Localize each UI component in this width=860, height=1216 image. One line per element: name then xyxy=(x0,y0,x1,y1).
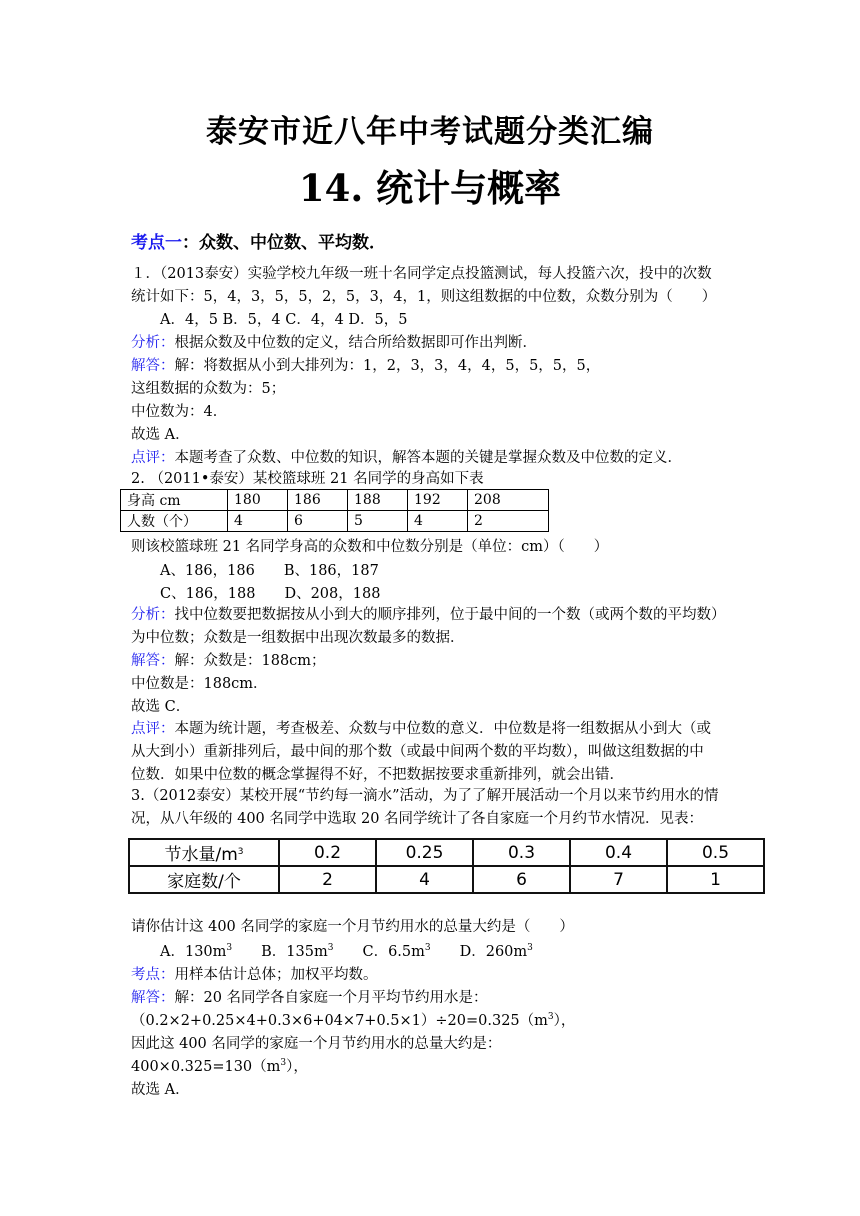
answer-text: 解：众数是：188cm； xyxy=(174,653,326,669)
table-cell: 家庭数/个 xyxy=(129,866,279,893)
kaodian-text: 用样本估计总体；加权平均数。 xyxy=(174,967,378,983)
table-cell: 2 xyxy=(468,511,549,532)
kaodian-label: 考点： xyxy=(131,967,175,983)
q1-median: 中位数为：4． xyxy=(131,404,228,420)
q3-options: A．$130m^3$ B．$135m^3$ C．$6.5m^3$ D．$260m^3$ xyxy=(160,943,533,960)
table-cell: 4 xyxy=(376,866,473,893)
q1-line2: 统计如下：5，4，3，5，5，2，5，3，4，1，则这组数据的中位数，众数分别为（ ） xyxy=(131,289,717,305)
table-cell: 0.4 xyxy=(570,839,667,866)
q2-analysis xyxy=(131,605,726,625)
q1-answer xyxy=(131,356,600,376)
table-cell: 1 xyxy=(667,866,764,893)
section-text: ：众数、中位数、平均数． xyxy=(182,233,386,253)
q2-options-2: C、186，188 D、208，188 xyxy=(160,586,381,602)
q3-calc2: $400\times 0.325=130(m^3)$， xyxy=(131,1058,308,1075)
table-row xyxy=(129,839,764,866)
analysis-label: 分析： xyxy=(131,335,175,351)
table-cell: 节水量$/m^3$ xyxy=(129,839,279,866)
q2-median: 中位数是：188cm． xyxy=(131,676,268,692)
q1-mode: 这组数据的众数为：5； xyxy=(131,381,286,397)
q2-answer xyxy=(131,651,326,671)
table-cell: 0.2 xyxy=(279,839,376,866)
table-cell: 0.3 xyxy=(473,839,570,866)
q2-comment xyxy=(131,719,711,739)
q1-options: A．4，5 B．5，4 C．4，4 D．5，5 xyxy=(160,312,408,328)
option-a: A．130m xyxy=(160,944,227,960)
section-label: 考点一 xyxy=(131,233,182,253)
table-cell: 人数（个） xyxy=(121,511,228,532)
analysis-text: 找中位数要把数据按从小到大的顺序排列，位于最中间的一个数（或两个数的平均数） xyxy=(174,607,726,623)
q2-line1: 2. （2011•泰安）某校篮球班 21 名同学的身高如下表 xyxy=(131,471,484,487)
answer-text: 解：20 名同学各自家庭一个月平均节约用水是： xyxy=(174,990,488,1006)
q2-analysis-2: 为中位数；众数是一组数据中出现次数最多的数据． xyxy=(131,630,465,646)
q3-kaodian xyxy=(131,965,378,985)
q2-choose: 故选 C． xyxy=(131,699,191,715)
option-c: C．6.5m xyxy=(362,944,425,960)
comment-text: 本题为统计题，考查极差、众数与中位数的意义．中位数是将一组数据从小到大（或 xyxy=(174,721,711,737)
table-cell: 4 xyxy=(228,511,288,532)
q1-line1: １．（2013泰安）实验学校九年级一班十名同学定点投篮测试，每人投篮六次，投中的次数 xyxy=(131,266,712,282)
q3-line4: 因此这 400 名同学的家庭一个月节约用水的总量大约是： xyxy=(131,1036,502,1052)
table-cell: 0.5 xyxy=(667,839,764,866)
comment-label: 点评： xyxy=(131,721,175,737)
q2-options-1: A、186，186 B、186，187 xyxy=(160,563,379,579)
comment-text: 本题考查了众数、中位数的知识，解答本题的关键是掌握众数及中位数的定义． xyxy=(174,450,682,466)
table-cell: 6 xyxy=(288,511,348,532)
table-row xyxy=(129,866,764,893)
answer-text: 解：将数据从小到大排列为：1，2，3，3，4，4，5，5，5，5， xyxy=(174,358,601,374)
section-heading xyxy=(131,228,386,253)
q2-comment-3: 位数．如果中位数的概念掌握得不好，不把数据按要求重新排列，就会出错． xyxy=(131,767,624,783)
option-b: B．135m xyxy=(261,944,328,960)
table-cell: 7 xyxy=(570,866,667,893)
option-d: D．260m xyxy=(459,944,528,960)
table-cell: 208 xyxy=(468,490,549,511)
q3-choose: 故选 A． xyxy=(131,1082,190,1098)
answer-label: 解答： xyxy=(131,653,175,669)
table-row xyxy=(121,490,549,511)
table-cell: 身高 cm xyxy=(121,490,228,511)
q1-analysis xyxy=(131,333,537,353)
table-cell: 2 xyxy=(279,866,376,893)
q3-line3: 请你估计这 400 名同学的家庭一个月节约用水的总量大约是（ ） xyxy=(131,919,574,935)
q2-comment-2: 从大到小）重新排列后，最中间的那个数（或最中间两个数的平均数），叫做这组数据的中 xyxy=(131,744,704,760)
q3-line2: 况，从八年级的 400 名同学中选取 20 名同学统计了各自家庭一个月约节水情况．见表： xyxy=(131,811,704,827)
table-cell: 4 xyxy=(408,511,468,532)
analysis-text: 根据众数及中位数的定义，结合所给数据即可作出判断． xyxy=(174,335,537,351)
table-row xyxy=(121,511,549,532)
answer-label: 解答： xyxy=(131,990,175,1006)
table-cell: 5 xyxy=(348,511,408,532)
q1-comment xyxy=(131,448,682,468)
page-title: 泰安市近八年中考试题分类汇编 xyxy=(206,114,654,150)
comment-label: 点评： xyxy=(131,450,175,466)
chapter-title: 14. 统计与概率 xyxy=(298,166,562,210)
q3-line1: 3.（2012泰安）某校开展“节约每一滴水”活动，为了了解开展活动一个月以来节约用水的情 xyxy=(131,788,719,804)
q3-calc1: $(0.2\times 2+0.25\times 4+0.3\times 6+04\times 7+0.5\times 1)\div 20=0.325(m^3)$， xyxy=(131,1012,576,1029)
analysis-label: 分析： xyxy=(131,607,175,623)
answer-label: 解答： xyxy=(131,358,175,374)
table-cell: 186 xyxy=(288,490,348,511)
table-cell: 0.25 xyxy=(376,839,473,866)
table-cell: 6 xyxy=(473,866,570,893)
q3-answer xyxy=(131,988,488,1008)
water-saving-table-figure xyxy=(128,838,765,894)
height-table xyxy=(120,489,549,532)
table-cell: 180 xyxy=(228,490,288,511)
q1-choose: 故选 A． xyxy=(131,427,190,443)
table-cell: 188 xyxy=(348,490,408,511)
q2-line2: 则该校篮球班 21 名同学身高的众数和中位数分别是（单位：cm）（ ） xyxy=(131,539,609,555)
water-saving-table xyxy=(128,838,765,894)
table-cell: 192 xyxy=(408,490,468,511)
